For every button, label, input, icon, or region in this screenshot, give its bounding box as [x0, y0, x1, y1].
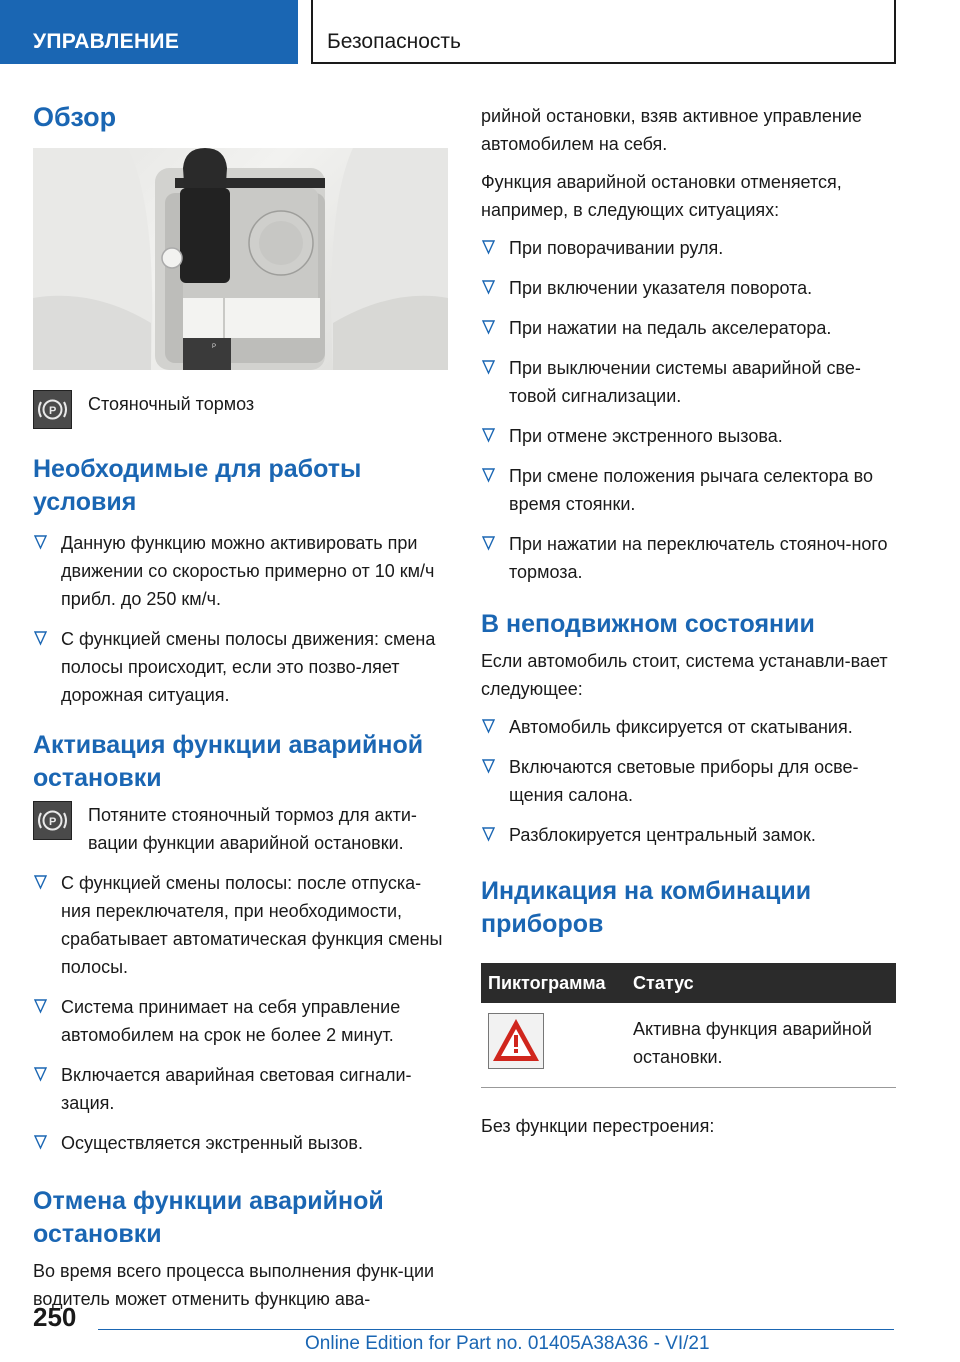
- bullet-triangle-icon: [482, 826, 495, 842]
- list-item: При выключении системы аварийной све-товой сигнализации.: [481, 354, 896, 410]
- cancel-paragraph: Во время всего процесса выполнения функ-ции водитель может отменить функцию ава-: [33, 1261, 435, 1309]
- list-item: С функцией смены полосы: после отпуска-ния переключателя, при необходимости, срабатывает автоматическая функция смены полосы.: [33, 869, 448, 981]
- warning-triangle-icon: [488, 1013, 544, 1069]
- bullet-triangle-icon: [482, 427, 495, 443]
- list-item: При отмене экстренного вызова.: [481, 422, 896, 450]
- activation-list: [33, 869, 448, 1157]
- overview-heading: Обзор: [33, 102, 117, 132]
- bullet-triangle-icon: [34, 630, 47, 646]
- table-row: [481, 1003, 896, 1088]
- bullet-triangle-icon: [482, 467, 495, 483]
- list-item: При нажатии на переключатель стояноч-ного тормоза.: [481, 530, 896, 586]
- bullet-triangle-icon: [482, 279, 495, 295]
- list-item: Разблокируется центральный замок.: [481, 821, 896, 849]
- list-item: Включается аварийная световая сигнали-зация.: [33, 1061, 448, 1117]
- list-item: Система принимает на себя управление автомобилем на срок не более 2 минут.: [33, 993, 448, 1049]
- bullet-triangle-icon: [482, 319, 495, 335]
- list-item: Автомобиль фиксируется от скатывания.: [481, 713, 896, 741]
- right-column: [481, 100, 896, 1140]
- indication-heading: Индикация на комбинации приборов: [481, 877, 812, 938]
- svg-text:P: P: [49, 816, 57, 828]
- list-item: Данную функцию можно активировать при движении со скоростью примерно от 10 км/ч прибл. до 250 км/ч.: [33, 529, 448, 613]
- bullet-triangle-icon: [34, 1066, 47, 1082]
- bullet-triangle-icon: [482, 718, 495, 734]
- list-item: При смене положения рычага селектора во время стоянки.: [481, 462, 896, 518]
- footer-divider: [98, 1329, 894, 1330]
- list-item: Включаются световые приборы для осве-щения салона.: [481, 753, 896, 809]
- activation-heading: Активация функции аварийной остановки: [33, 731, 424, 792]
- activation-instruction: Потяните стояночный тормоз для акти-вации функции аварийной остановки.: [88, 805, 417, 853]
- bullet-triangle-icon: [34, 874, 47, 890]
- indicator-table: [481, 963, 896, 1088]
- list-item: При нажатии на педаль акселератора.: [481, 314, 896, 342]
- cancel-intro: Функция аварийной остановки отменяется, например, в следующих ситуациях:: [481, 172, 842, 220]
- chapter-tab[interactable]: Безопасность: [311, 0, 896, 64]
- bullet-triangle-icon: [482, 758, 495, 774]
- bullet-triangle-icon: [34, 534, 47, 550]
- bullet-triangle-icon: [34, 998, 47, 1014]
- standstill-intro: Если автомобиль стоит, система устанавли-вает следующее:: [481, 651, 888, 699]
- table-header-row: [481, 963, 896, 1003]
- table-header-pictogram: Пиктограмма: [481, 963, 626, 1003]
- bullet-triangle-icon: [482, 239, 495, 255]
- bullet-triangle-icon: [482, 359, 495, 375]
- parking-brake-caption: Стояночный тормоз: [88, 394, 255, 414]
- svg-text:P: P: [49, 405, 57, 417]
- list-item: Осуществляется экстренный вызов.: [33, 1129, 448, 1157]
- standstill-list: [481, 713, 896, 849]
- bullet-triangle-icon: [482, 535, 495, 551]
- cancel-list: [481, 234, 896, 586]
- continued-paragraph: рийной остановки, взяв активное управление автомобилем на себя.: [481, 106, 862, 154]
- requirements-heading: Необходимые для работы условия: [33, 455, 362, 516]
- page-number: 250: [33, 1302, 77, 1332]
- left-column: [33, 100, 448, 1313]
- table-header-status: Статус: [626, 963, 896, 1003]
- table-cell-pictogram: [481, 1003, 626, 1088]
- console-photo: [33, 148, 448, 370]
- bullet-triangle-icon: [34, 1134, 47, 1150]
- edition-info: Online Edition for Part no. 01405A38A36 - VI/21: [305, 1333, 710, 1354]
- list-item: При включении указателя поворота.: [481, 274, 896, 302]
- standstill-heading: В неподвижном состоянии: [481, 610, 815, 638]
- cancel-heading: Отмена функции аварийной остановки: [33, 1187, 384, 1248]
- parking-brake-icon: [33, 390, 72, 429]
- parking-brake-icon: [33, 801, 72, 840]
- svg-text:P: P: [212, 344, 217, 350]
- section-tab[interactable]: УПРАВЛЕНИЕ: [0, 0, 298, 64]
- list-item: При поворачивании руля.: [481, 234, 896, 262]
- no-lane-change-text: Без функции перестроения:: [481, 1116, 715, 1136]
- list-item: С функцией смены полосы движения: смена полосы происходит, если это позво-ляет дорожная ситуация.: [33, 625, 448, 709]
- table-cell-status: Активна функция аварийной остановки.: [626, 1003, 896, 1088]
- requirements-list: [33, 529, 448, 709]
